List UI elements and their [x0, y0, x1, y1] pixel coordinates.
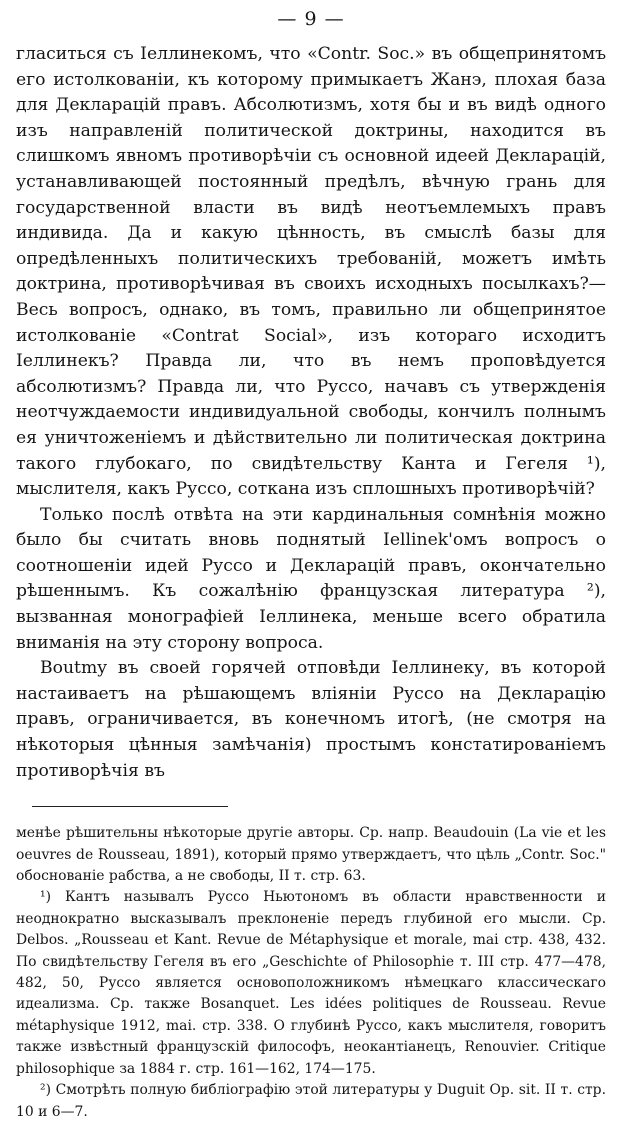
footnote-divider: [32, 806, 228, 807]
footnote-continuation: менѣе рѣшительны нѣкоторые другіе авторы. Ср. напр. Beaudouin (La vie et les oeuvres de Rousseau, 1891), который прямо утверждаетъ, что цѣль „Contr. Soc." обоснованіе рабства, а не свободы, II т. стр. 63.: [16, 825, 606, 885]
footnotes: [16, 823, 606, 1123]
paragraph-1: гласиться съ Іеллинекомъ, что «Contr. Soc.» въ общепринятомъ его истолкованіи, къ которому примыкаетъ Жанэ, плохая база для Декларацій правъ. Абсолютизмъ, хотя бы и въ видѣ одного изъ направленій политической доктрины, находится въ слишкомъ явномъ противорѣчіи съ основной идеей Декларацій, устанавливающей постоянный предѣлъ, вѣчную грань для государственной власти въ видѣ неотъемлемыхъ правъ индивида. Да и какую цѣнность, въ смыслѣ базы для опредѣленныхъ политическихъ требованій, можетъ имѣть доктрина, противорѣчивая въ своихъ исходныхъ посылкахъ?— Весь вопросъ, однако, въ томъ, правильно ли общепринятое истолкованіе «Contrat Social», изъ котораго исходитъ Іеллинекъ? Правда ли, что въ немъ проповѣдуется абсолютизмъ? Правда ли, что Руссо, начавъ съ утвержденія неотчуждаемости индивидуальной свободы, кончилъ полнымъ ея уничтоженіемъ и дѣйствительно ли политическая доктрина такого глубокаго, по свидѣтельству Канта и Гегеля ¹), мыслителя, какъ Руссо, соткана изъ сплошныхъ противорѣчій?: [16, 44, 606, 500]
main-text: [16, 42, 606, 784]
page-number: — 9 —: [277, 8, 345, 30]
paragraph-3: Boutmy въ своей горячей отповѣди Іеллинеку, въ которой настаиваетъ на рѣшающемъ вліяніи Руссо на Декларацію правъ, ограничивается, въ конечномъ итогѣ, (не смотря на нѣкоторыя цѣнныя замѣчанія) простымъ констатированіемъ противорѣчія въ: [16, 658, 606, 781]
paragraph-2: Только послѣ отвѣта на эти кардинальныя сомнѣнія можно было бы считать вновь поднятый Iellinek'омъ вопросъ о соотношеніи идей Руссо и Декларацій правъ, окончательно рѣшеннымъ. Къ сожалѣнію французская литература ²), вызванная монографіей Іеллинека, меньше всего обратила вниманія на эту сторону вопроса.: [16, 504, 606, 653]
footnote-2: ²) Смотрѣть полную библіографію этой литературы у Duguit Op. sit. II т. стр. 10 и 6—7.: [16, 1082, 606, 1120]
footnote-1: ¹) Кантъ называлъ Руссо Ньютономъ въ области нравственности и неоднократно высказывалъ преклоненіе передъ глубиной его мысли. Ср. Delbos. „Rousseau et Kant. Revue de Métaphysique et morale, mai стр. 438, 432. По свидѣтельству Гегеля въ его „Geschichte of Philosophie т. III стр. 477—478, 482, 50, Руссо является основоположникомъ нѣмецкаго классическаго идеализма. Ср. также Bosanquet. Les idées politiques de Rousseau. Revue métaphysique 1912, mai. стр. 338. О глубинѣ Руссо, какъ мыслителя, говоритъ также извѣстный французскій философъ, неокантіанецъ, Renouvier. Critique philosophique за 1884 г. стр. 161—162, 174—175.: [16, 889, 606, 1077]
